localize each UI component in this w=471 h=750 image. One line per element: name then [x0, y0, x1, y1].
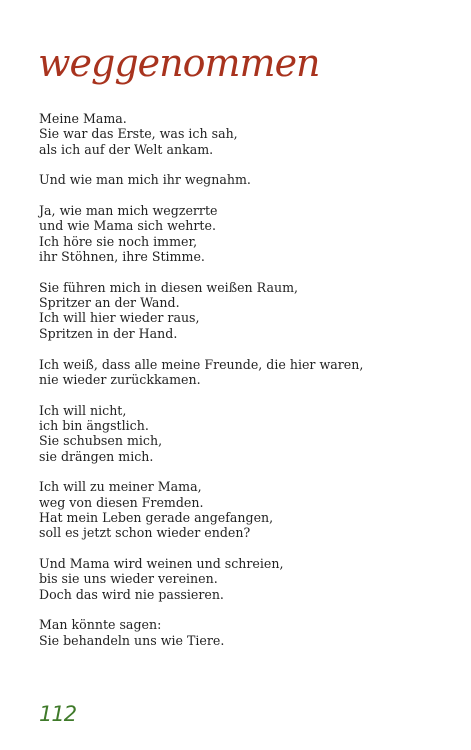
stanza [39, 617, 449, 648]
stanza [39, 280, 449, 341]
poem-line: ihr Stöhnen, ihre Stimme. [39, 249, 205, 265]
poem-line: als ich auf der Welt ankam. [39, 141, 214, 157]
poem-line: Doch das wird nie passieren. [39, 586, 224, 602]
poem-line: Man könnte sagen: [39, 617, 162, 633]
page-number: 112 [39, 702, 77, 726]
stanza [39, 111, 449, 157]
stanza [39, 403, 449, 464]
poem-line: Ich weiß, dass alle meine Freunde, die hier waren, [39, 356, 364, 372]
poem-line: Ja, wie man mich wegzerrte [39, 203, 218, 219]
poem-line: und wie Mama sich wehrte. [39, 218, 216, 234]
poem-line: bis sie uns wieder vereinen. [39, 571, 218, 587]
stanza [39, 172, 449, 187]
poem-line: Ich will nicht, [39, 402, 127, 418]
poem-title: weggenommen [38, 41, 320, 85]
stanza [39, 203, 449, 264]
poem-line: weg von diesen Fremden. [39, 494, 204, 510]
poem-line: Und Mama wird weinen und schreien, [39, 556, 284, 572]
poem-line: Spritzer an der Wand. [39, 295, 180, 311]
stanza [39, 479, 449, 540]
poem-line: sie drängen mich. [39, 448, 154, 464]
poem-line: Ich will zu meiner Mama, [39, 479, 202, 495]
poem-line: Sie war das Erste, was ich sah, [39, 126, 238, 142]
poem-line: ich bin ängstlich. [39, 417, 149, 433]
poem-line: Hat mein Leben gerade angefangen, [39, 509, 274, 525]
stanza [39, 556, 449, 602]
poem-body [39, 111, 449, 664]
poem-line: Meine Mama. [39, 111, 127, 126]
poem-line: soll es jetzt schon wieder enden? [39, 525, 251, 541]
poem-line: Ich höre sie noch immer, [39, 233, 198, 249]
poem-line: Ich will hier wieder raus, [39, 310, 200, 326]
stanza [39, 357, 449, 388]
poem-line: Spritzen in der Hand. [39, 325, 178, 341]
poem-line: Sie schubsen mich, [39, 433, 163, 449]
poem-line: Sie behandeln uns wie Tiere. [39, 632, 225, 648]
poem-line: Und wie man mich ihr wegnahm. [39, 172, 251, 188]
poem-line: Sie führen mich in diesen weißen Raum, [39, 279, 299, 295]
poem-line: nie wieder zurückkamen. [39, 371, 201, 387]
